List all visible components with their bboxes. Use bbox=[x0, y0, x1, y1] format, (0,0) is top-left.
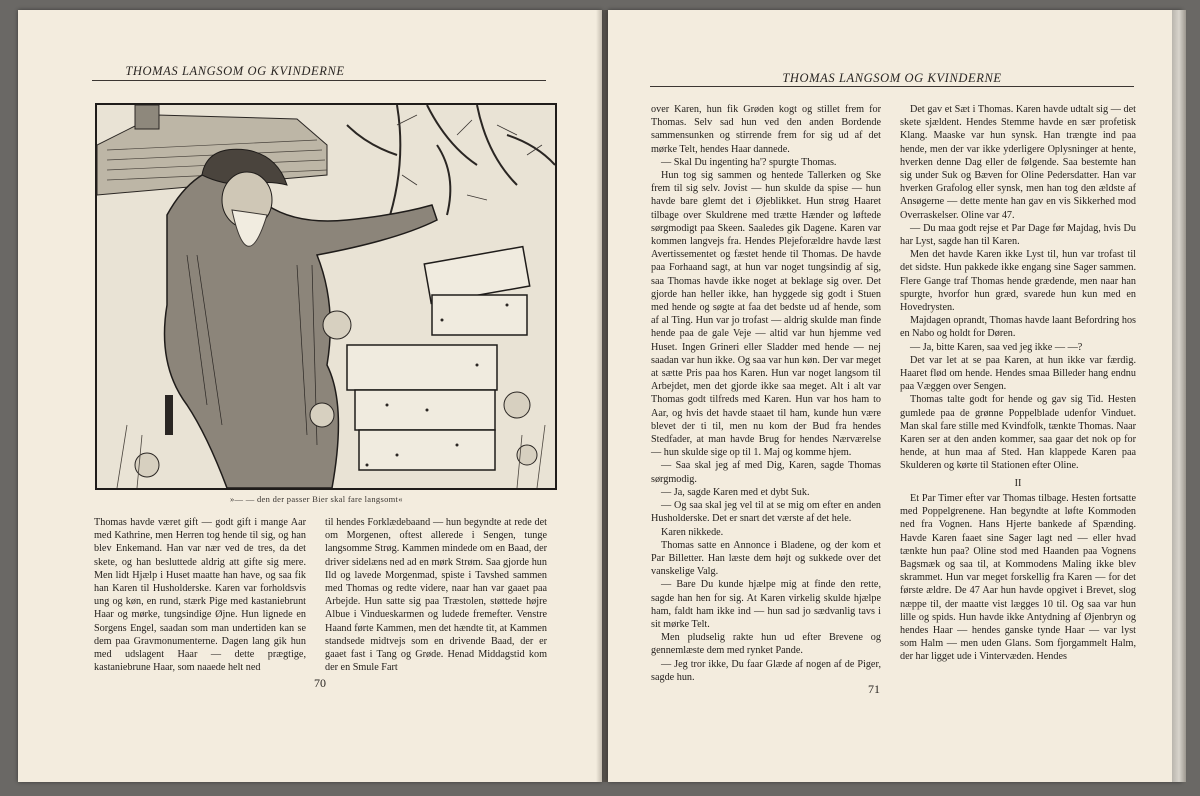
paragraph: — Bare Du kunde hjælpe mig at finde den rette, sagde han hen for sig. At Karen virkelig skulde hjælpe ham, faldt ham ikke ind — hun sad jo sædvanlig tavs i sit mørke Telt. bbox=[651, 579, 881, 630]
paragraph: II bbox=[1014, 477, 1022, 489]
illustration-caption: »— — den der passer Bier skal fare langsomt« bbox=[230, 494, 403, 504]
paragraph: — Ja, sagde Karen med et dybt Suk. bbox=[661, 486, 810, 498]
right-page-number: 71 bbox=[868, 682, 880, 696]
left-page-column-1 bbox=[94, 516, 306, 674]
paragraph: over Karen, hun fik Grøden kogt og stillet frem for Thomas. Selv sad hun ved den anden Bordende sammensunken og stirrende frem for sig ud af det mørke Telt, hendes Haar dannede. bbox=[651, 104, 881, 155]
beekeeper-drawing-icon bbox=[97, 105, 555, 488]
paragraph: — Skal Du ingenting ha'? spurgte Thomas. bbox=[661, 156, 837, 168]
paragraph: Thomas satte en Annonce i Bladene, og der kom et Par Billetter. Han læste dem højt og sukkede over det vanskelige Valg. bbox=[651, 539, 881, 578]
left-page-column-2 bbox=[325, 516, 547, 674]
paragraph: Karen nikkede. bbox=[661, 526, 724, 538]
paragraph: — Og saa skal jeg vel til at se mig om efter en anden Husholderske. Det er snart det værste af det hele. bbox=[651, 500, 881, 525]
paragraph: Men det havde Karen ikke Lyst til, hun var trofast til det sidste. Hun pakkede ikke engang sine Sager sammen. Flere Gange traf Thomas hende grædende, men naar han spurgte, hvorfor hun græd, svarede hun kun med en Hovedrysten. bbox=[900, 249, 1136, 314]
paragraph: — Du maa godt rejse et Par Dage før Majdag, hvis Du har Lyst, sagde han til Karen. bbox=[900, 222, 1136, 248]
paragraph: Thomas talte godt for hende og gav sig Tid. Hesten gumlede paa de grønne Poppelblade udenfor Vinduet. Man skal fare stille med Kvindfolk, tænkte Thomas. Naar Karen ser at den anden kommer, saa gaar det nok op for hende, at hun maa af Sted. Han klappede Karen paa Skulderen og kørte til Stationen efter Oline. bbox=[900, 394, 1136, 472]
left-page-number: 70 bbox=[314, 676, 326, 690]
paragraph: — Ja, bitte Karen, saa ved jeg ikke — —? bbox=[910, 341, 1083, 353]
right-page-column-2 bbox=[900, 103, 1136, 664]
scanner-clip bbox=[1172, 10, 1186, 782]
left-running-head: THOMAS LANGSOM OG KVINDERNE bbox=[125, 64, 345, 78]
paragraph: til hendes Forklædebaand — hun begyndte at rede det om Morgenen, oftest allerede i Sengen, tunge langsomme Strøg. Kammen mindede om en Baad, der driver sidelæns ned ad en mørk Strøm. Saa gjorde hun Ild og lavede Morgenmad, spiste i Tavshed sammen med Thomas og redte videre, naar han var gaaet paa Arbejde. Hun satte sig paa Træstolen, støttede højre Albue i Vindueskarmen og ludede fremefter. Venstre Haand førte Kammen, men det hændte tit, at Kammen standsede midtvejs som en drivende Baad, der er gaaet fast i Tang og Grøde. Henad Middagstid kom der en Smule Fart bbox=[325, 517, 547, 674]
paragraph: Det var let at se paa Karen, at hun ikke var færdig. Haaret flød om hende. Hendes smaa Billeder hang endnu paa Væggen over Sengen. bbox=[900, 354, 1136, 393]
paragraph: Majdagen oprandt, Thomas havde laant Befordring hos en Nabo og holdt for Døren. bbox=[900, 315, 1136, 340]
right-running-head: THOMAS LANGSOM OG KVINDERNE bbox=[782, 71, 1002, 85]
paragraph: Thomas havde været gift — godt gift i mange Aar med Kathrine, men Herren tog hende til sig, og han blev Enkemand. Han var nær ved de tres, da det skete, og han besluttede aldrig att gifte sig mere. Men lidt Hjælp i Huset maatte han have, og saa fik han Karen til Husholderske. Karen var forholdsvis ung og køn, en rund, stærk Pige med kastaniebrunt Haar og mørke, tungsindige Øjne. Hun lignede en Sorgens Engel, saadan som man undertiden kan se dem paa Gravmonumenterne. Dagen lang gik hun med udslagent Haar — dette prægtige, kastaniebrune Haar, som naaede helt ned bbox=[94, 517, 306, 674]
paragraph: — Saa skal jeg af med Dig, Karen, sagde Thomas sørgmodig. bbox=[651, 460, 881, 485]
paragraph: Et Par Timer efter var Thomas tilbage. Hesten fortsatte med Poppelgrenene. Han begyndte at løfte Kommoden ned fra Vognen. Hans Hjerte bankede af Spænding. Havde Karen faaet sine Sager lagt ned — eller hvad tænkte hun paa? Oline stod med Haanden paa Vognens Bagsmæk og saa til, at Kommodens Maling ikke blev skrammet. Hun var meget forskellig fra Karen — for det første ældre. De 47 Aar hun havde opgivet i Brevet, slog næppe til, der maatte vist lægges 10 til. Og saa var hun lille og spids. Hun havde ikke Antydning af Øjenbryn og hendes Haar — hendes ganske tynde Haar — var lyst som Halm — men uden Glans. Som fjorgammelt Halm, der har ligget ude i Vintervæden. Hendes bbox=[900, 492, 1136, 663]
left-head-rule bbox=[92, 80, 546, 81]
beekeeper-illustration bbox=[95, 103, 557, 490]
paragraph: Hun tog sig sammen og hentede Tallerken og Ske frem til sig selv. Jovist — hun skulde da spise — hun havde bare glemt det i Øjeblikket. Hun strøg Haaret tilbage over Skuldrene med trætte Hænder og løftede sørgmodigt paa Skeen. Saaledes gik Dagene. Karen var kommen langvejs fra. Hendes Plejeforældre havde læst Avertissementet og fæstet hende til Thomas. De havde paa Forhaand sagt, at hun var noget tungsindig af sig, saa Thomas havde ikke noget at beklage sig over. Det gjorde han heller ikke, han hyggede sig godt i Stuen med hende og søgte at faa det bedste ud af hende, som af al Ting. Hun var jo trofast — aldrig skulde man finde hende paa de gale Veje — altid var hun hjemme ved Huset. Ingen Grineri eller Sladder med hende — nej saadan var hun ikke. Og saa var hun køn. Der var meget at sætte Pris paa hos Karen. Hun var noget langsom til Arbejdet, men det gjorde ikke saa meget. Alt i alt var Thomas godt tilfreds med Karen. Hun var hos ham to Aar, og hvis det havde staaet til ham, kunde hun være blevet der ti til, men nu kom der Bud fra hendes Stedfader, at man havde Brug for hendes Nærværelse — hun skulde sige op til 1. Maj og komme hjem. bbox=[651, 170, 881, 459]
right-page-column-1 bbox=[651, 103, 881, 684]
paragraph: Det gav et Sæt i Thomas. Karen havde udtalt sig — det skete sjældent. Hendes Stemme havde en sær profetisk Klang. Maaske var hun synsk. Han trængte ind paa hende, men der var ikke yderligere Oplysninger at hente, hverken denne Dag eller de følgende. Saa bestemte han sig under Suk og Bæven for Oline Pedersdatter. Han var hverken Grafolog eller synsk, men han tog den ældste af Ansøgerne — dette mente han gav en vis Sikkerhed mod Overraskelser. Oline var 47. bbox=[900, 104, 1136, 221]
right-head-rule bbox=[650, 86, 1134, 87]
paragraph: Men pludselig rakte hun ud efter Brevene og gennemlæste dem med rynket Pande. bbox=[651, 632, 881, 657]
paragraph: — Jeg tror ikke, Du faar Glæde af nogen af de Piger, sagde hun. bbox=[651, 658, 881, 683]
